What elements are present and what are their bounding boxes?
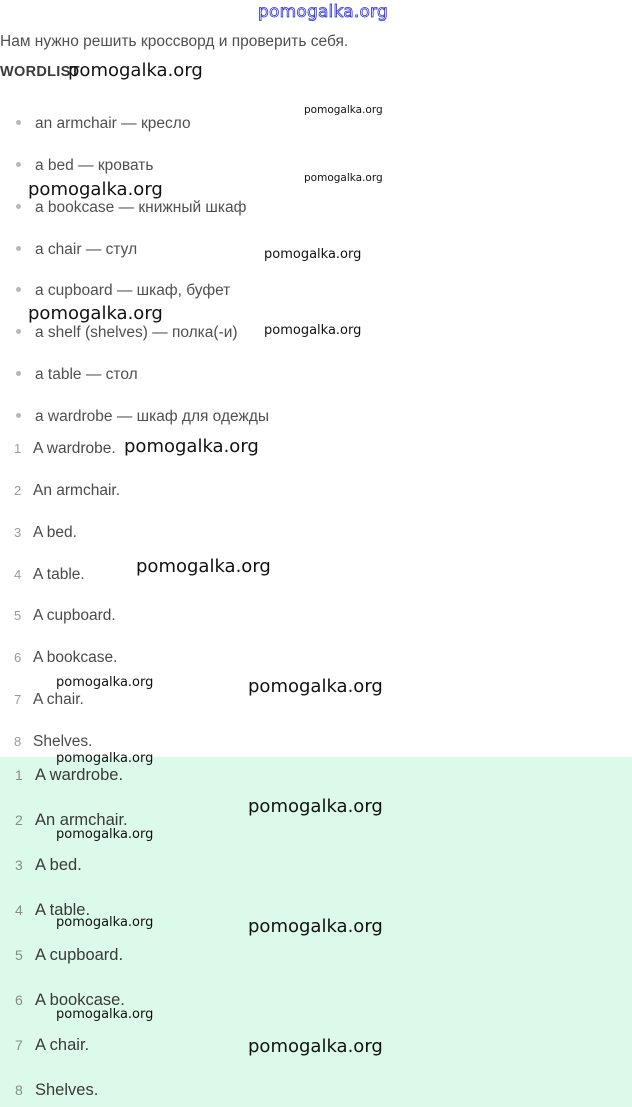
answer-item <box>0 691 84 709</box>
wordlist-item-text: a wardrobe — шкаф для одежды <box>35 408 270 425</box>
wordlist-item-text: a bed — кровать <box>35 157 154 174</box>
wordlist-title: WORDLIST <box>0 64 80 80</box>
wordlist-item <box>0 115 191 133</box>
answer-number: 3 <box>14 525 22 540</box>
panel-answer-number: 2 <box>15 812 23 828</box>
panel-answer-text: A bookcase. <box>35 991 125 1009</box>
panel-answer-number: 7 <box>15 1037 23 1053</box>
site-link[interactable]: pomogalka.org <box>258 2 388 22</box>
watermark: pomogalka.org <box>56 675 154 690</box>
bullet-icon <box>16 329 21 334</box>
watermark: pomogalka.org <box>264 323 362 338</box>
answer-text: A table. <box>33 566 85 583</box>
answer-number: 8 <box>14 734 22 749</box>
answer-text: A bookcase. <box>33 649 118 666</box>
watermark: pomogalka.org <box>28 179 163 200</box>
bullet-icon <box>16 287 21 292</box>
panel-answer-item <box>0 766 123 785</box>
bullet-icon <box>16 120 21 125</box>
panel-answer-text: A wardrobe. <box>35 766 124 784</box>
answer-item <box>0 649 117 667</box>
answer-text: A cupboard. <box>33 607 116 624</box>
panel-answer-text: Shelves. <box>35 1081 99 1099</box>
panel-answer-item <box>0 856 82 875</box>
wordlist-item-text: a shelf (shelves) — полка(-и) <box>35 324 238 341</box>
watermark: pomogalka.org <box>124 436 259 457</box>
wordlist-item <box>0 366 138 384</box>
intro-text: Нам нужно решить кроссворд и проверить себя. <box>0 33 349 50</box>
watermark: pomogalka.org <box>304 172 383 184</box>
watermark: pomogalka.org <box>248 1036 383 1057</box>
answer-number: 7 <box>14 692 22 707</box>
watermark: pomogalka.org <box>56 827 154 842</box>
panel-answer-item <box>0 1036 89 1055</box>
answer-item <box>0 607 116 625</box>
watermark: pomogalka.org <box>56 751 154 766</box>
bullet-icon <box>16 371 21 376</box>
wordlist-item-text: an armchair — кресло <box>35 115 191 132</box>
panel-answer-item <box>0 946 123 965</box>
watermark: pomogalka.org <box>248 796 383 817</box>
answer-text: A wardrobe. <box>33 440 116 457</box>
bullet-icon <box>16 204 21 209</box>
watermark: pomogalka.org <box>56 915 154 930</box>
panel-answer-text: An armchair. <box>35 811 128 829</box>
panel-answer-number: 3 <box>15 857 23 873</box>
answer-number: 5 <box>14 608 22 623</box>
answer-number: 1 <box>14 441 22 456</box>
watermark: pomogalka.org <box>28 303 163 324</box>
panel-answer-number: 6 <box>15 992 23 1008</box>
bullet-icon <box>16 413 21 418</box>
wordlist-item-text: a cupboard — шкаф, буфет <box>35 282 231 299</box>
watermark: pomogalka.org <box>68 60 203 81</box>
answer-item <box>0 524 77 542</box>
watermark: pomogalka.org <box>248 676 383 697</box>
wordlist-item <box>0 199 246 217</box>
wordlist-item-text: a chair — стул <box>35 241 138 258</box>
wordlist-item <box>0 157 153 175</box>
answer-text: A bed. <box>33 524 77 541</box>
panel-answer-text: A chair. <box>35 1036 90 1054</box>
answer-item <box>0 566 85 584</box>
panel-answer-text: A table. <box>35 901 91 919</box>
answer-text: Shelves. <box>33 733 93 750</box>
wordlist-item-text: a table — стол <box>35 366 138 383</box>
watermark: pomogalka.org <box>304 104 383 116</box>
wordlist-item <box>0 408 269 426</box>
bullet-icon <box>16 246 21 251</box>
watermark: pomogalka.org <box>56 1007 154 1022</box>
wordlist-item <box>0 241 137 259</box>
wordlist-item <box>0 282 230 300</box>
answer-number: 6 <box>14 650 22 665</box>
watermark: pomogalka.org <box>248 916 383 937</box>
panel-answer-item <box>0 1081 98 1100</box>
panel-answer-text: A bed. <box>35 856 82 874</box>
panel-answer-number: 4 <box>15 902 23 918</box>
wordlist-item <box>0 324 238 342</box>
answer-item <box>0 482 120 500</box>
watermark: pomogalka.org <box>264 247 362 262</box>
answer-item <box>0 440 116 458</box>
answer-number: 4 <box>14 567 22 582</box>
panel-answer-number: 5 <box>15 947 23 963</box>
panel-answer-text: A cupboard. <box>35 946 124 964</box>
watermark: pomogalka.org <box>136 556 271 577</box>
panel-answer-number: 1 <box>15 767 23 783</box>
wordlist-item-text: a bookcase — книжный шкаф <box>35 199 247 216</box>
answer-text: A chair. <box>33 691 84 708</box>
answer-item <box>0 733 92 751</box>
answer-text: An armchair. <box>33 482 121 499</box>
bullet-icon <box>16 162 21 167</box>
answer-number: 2 <box>14 483 22 498</box>
panel-answer-number: 8 <box>15 1082 23 1098</box>
